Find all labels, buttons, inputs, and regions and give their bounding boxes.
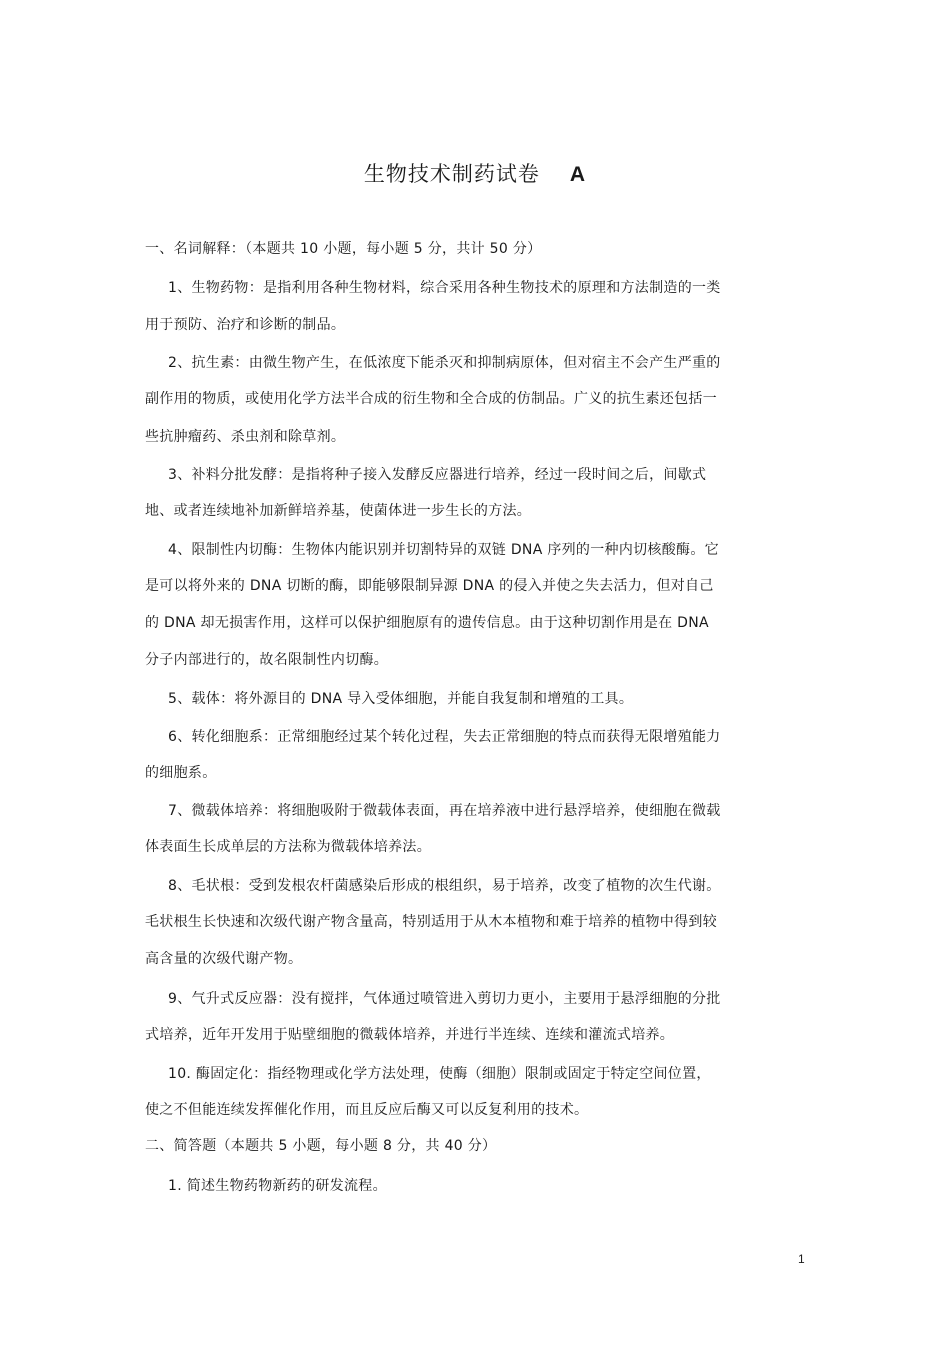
paragraph-line: 是可以将外来的 DNA 切断的酶，即能够限制异源 DNA 的侵入并使之失去活力，但对自己 [145, 578, 714, 594]
paragraph-line: 2、抗生素：由微生物产生，在低浓度下能杀灭和抑制病原体，但对宿主不会产生严重的 [168, 355, 721, 371]
paragraph-line: 用于预防、治疗和诊断的制品。 [145, 317, 346, 333]
title-text: 生物技术制药试卷 [363, 162, 540, 186]
question-line: 1. 简述生物药物新药的研发流程。 [168, 1178, 387, 1194]
paragraph-line: 9、气升式反应器：没有搅拌，气体通过喷管进入剪切力更小，主要用于悬浮细胞的分批 [168, 991, 721, 1007]
paragraph-line: 6、转化细胞系：正常细胞经过某个转化过程，失去正常细胞的特点而获得无限增殖能力 [168, 729, 721, 745]
paragraph-line: 5、载体：将外源目的 DNA 导入受体细胞，并能自我复制和增殖的工具。 [168, 691, 634, 707]
paragraph-line: 3、补料分批发酵：是指将种子接入发酵反应器进行培养，经过一段时间之后，间歇式 [168, 467, 707, 483]
paragraph-line: 高含量的次级代谢产物。 [145, 951, 303, 967]
paragraph-line: 4、限制性内切酶：生物体内能识别并切割特异的双链 DNA 序列的一种内切核酸酶。它 [168, 542, 719, 558]
paragraph-line: 使之不但能连续发挥催化作用，而且反应后酶又可以反复利用的技术。 [145, 1102, 589, 1118]
page-number: 1 [798, 1252, 805, 1266]
paragraph-line: 式培养，近年开发用于贴壁细胞的微载体培养，并进行半连续、连续和灌流式培养。 [145, 1027, 675, 1043]
title-suffix: A [569, 163, 587, 186]
paragraph-line: 10. 酶固定化：指经物理或化学方法处理，使酶（细胞）限制或固定于特定空间位置， [168, 1066, 711, 1082]
page-title [0, 158, 950, 188]
paragraph-line: 体表面生长成单层的方法称为微载体培养法。 [145, 839, 431, 855]
paragraph-line: 分子内部进行的，故名限制性内切酶。 [145, 652, 389, 668]
paragraph-line: 的细胞系。 [145, 765, 217, 781]
paragraph-line: 毛状根生长快速和次级代谢产物含量高，特别适用于从木本植物和难于培养的植物中得到较 [145, 914, 717, 930]
section-heading-2: 二、简答题（本题共 5 小题，每小题 8 分，共 40 分） [145, 1138, 497, 1154]
paragraph-line: 地、或者连续地补加新鲜培养基，使菌体进一步生长的方法。 [145, 503, 532, 519]
paragraph-line: 副作用的物质，或使用化学方法半合成的衍生物和全合成的仿制品。广义的抗生素还包括一 [145, 391, 717, 407]
paragraph-line: 1、生物药物：是指利用各种生物材料，综合采用各种生物技术的原理和方法制造的一类 [168, 280, 721, 296]
paragraph-line: 些抗肿瘤药、杀虫剂和除草剂。 [145, 429, 346, 445]
paragraph-line: 的 DNA 却无损害作用，这样可以保护细胞原有的遗传信息。由于这种切割作用是在 DNA [145, 615, 709, 631]
paragraph-line: 8、毛状根：受到发根农杆菌感染后形成的根组织，易于培养，改变了植物的次生代谢。 [168, 878, 721, 894]
paragraph-line: 7、微载体培养：将细胞吸附于微载体表面，再在培养液中进行悬浮培养，使细胞在微载 [168, 803, 721, 819]
section-heading-1: 一、名词解释：（本题共 10 小题，每小题 5 分，共计 50 分） [145, 241, 542, 257]
